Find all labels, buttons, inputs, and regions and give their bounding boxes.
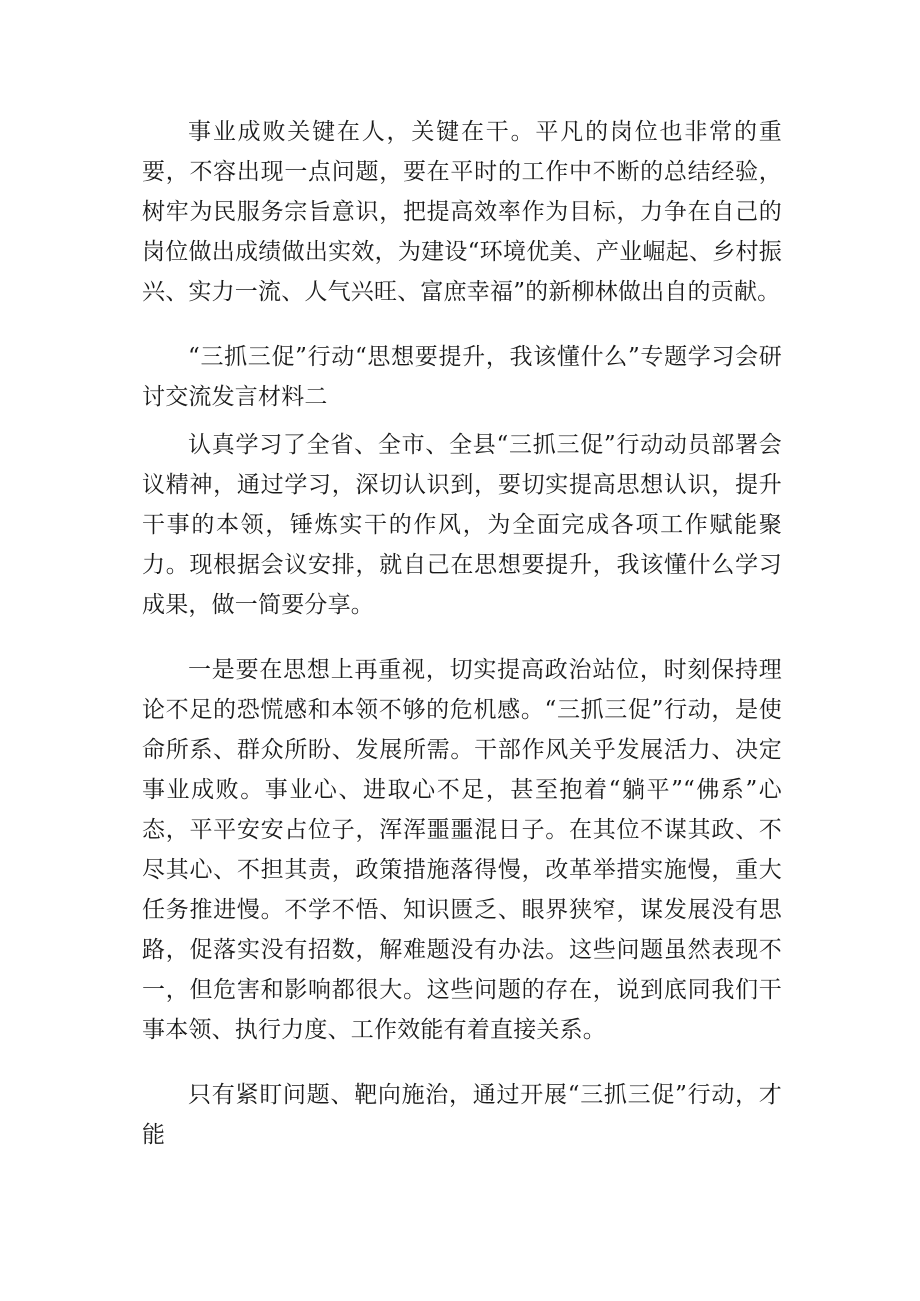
section-title: “三抓三促”行动“思想要提升，我该懂什么”专题学习会研讨交流发言材料二 [142,344,782,410]
paragraph-conclusion: 事业成败关键在人，关键在干。平凡的岗位也非常的重要，不容出现一点问题，要在平时的工作中不断的总结经验，树牢为民服务宗旨意识，把提高效率作为目标，力争在自己的岗位做出成绩做出实效，为建设“环境优美、产业崛起、乡村振兴、实力一流、人气兴旺、富庶幸福”的新柳林做出自的贡献。 [142,119,782,305]
paragraph-intro: 认真学习了全省、全市、全县“三抓三促”行动动员部署会议精神，通过学习，深切认识到，要切实提高思想认识，提升干事的本领，锤炼实干的作风，为全面完成各项工作赋能聚力。现根据会议安排，就自己在思想要提升，我该懂什么学习成果，做一简要分享。 [142,432,782,618]
document-body [142,112,782,1155]
paragraph-continuation: 只有紧盯问题、靶向施治，通过开展“三抓三促”行动，才能 [142,1082,782,1148]
paragraph-point-one: 一是要在思想上再重视，切实提高政治站位，时刻保持理论不足的恐慌感和本领不够的危机感。“三抓三促”行动，是使命所系、群众所盼、发展所需。干部作风关乎发展活力、决定事业成败。事业心、进取心不足，甚至抱着“躺平”“佛系”心态，平平安安占位子，浑浑噩噩混日子。在其位不谋其政、不尽其心、不担其责，政策措施落得慢，改革举措实施慢，重大任务推进慢。不学不悟、知识匮乏、眼界狭窄，谋发展没有思路，促落实没有招数，解难题没有办法。这些问题虽然表现不一，但危害和影响都很大。这些问题的存在，说到底同我们干事本领、执行力度、工作效能有着直接关系。 [142,657,782,1043]
